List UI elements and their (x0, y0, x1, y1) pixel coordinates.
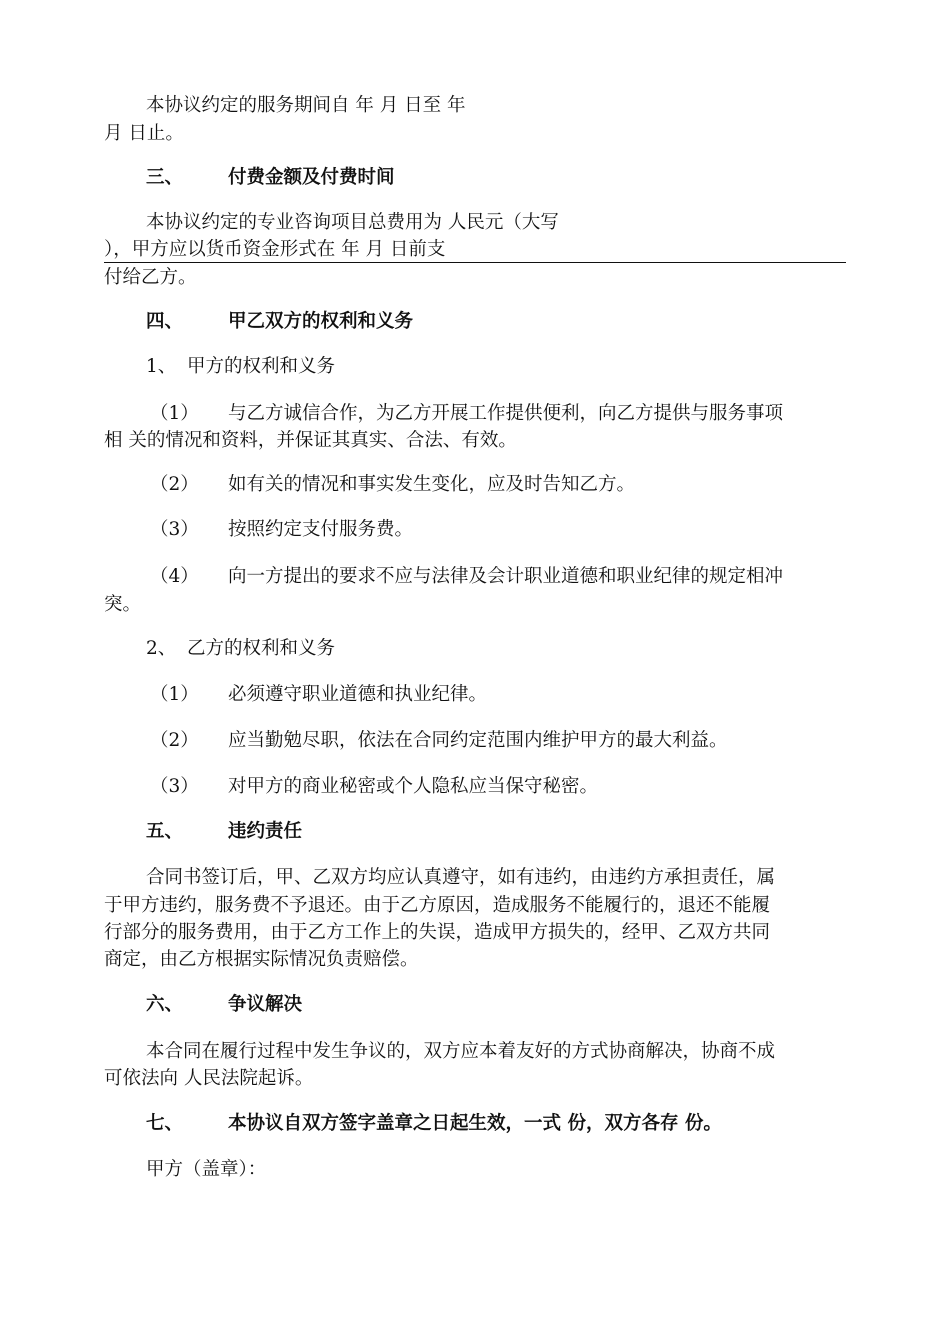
party-b-item-3-number: （3） (150, 776, 199, 797)
fee-amount-line: 本协议约定的专业咨询项目总费用为 人民元（大写 (146, 212, 559, 233)
section-3-heading: 付费金额及付费时间 (228, 167, 395, 188)
party-a-seal-label: 甲方（盖章）： (146, 1159, 267, 1180)
party-a-item-3-number: （3） (150, 519, 199, 540)
subsection-1-heading: 甲方的权利和义务 (187, 356, 336, 377)
fee-payment-line: ），甲方应以货币资金形式在 年 月 日前支 (104, 239, 446, 260)
breach-paragraph-line-1: 合同书签订后，甲、乙双方均应认真遵守，如有违约，由违约方承担责任，属 (146, 867, 776, 888)
section-3-number: 三、 (146, 167, 184, 188)
party-a-item-4-number: （4） (150, 566, 199, 587)
breach-paragraph-line-4: 商定，由乙方根据实际情况负责赔偿。 (104, 949, 419, 970)
fee-payment-continuation: 付给乙方。 (104, 267, 197, 288)
subsection-1-number: 1、 (146, 356, 177, 377)
party-a-item-3-text: 按照约定支付服务费。 (228, 519, 414, 540)
party-a-item-2-text: 如有关的情况和事实发生变化，应及时告知乙方。 (228, 474, 636, 495)
section-6-number: 六、 (146, 994, 184, 1015)
party-a-item-2-number: （2） (150, 474, 199, 495)
breach-paragraph-line-2: 于甲方违约，服务费不予退还。由于乙方原因，造成服务不能履行的，退还不能履 (104, 895, 771, 916)
breach-paragraph-line-3: 行部分的服务费用，由于乙方工作上的失误，造成甲方损失的，经甲、乙双方共同 (104, 922, 771, 943)
party-a-item-4-text: 向一方提出的要求不应与法律及会计职业道德和职业纪律的规定相冲 (228, 566, 784, 587)
party-b-item-3-text: 对甲方的商业秘密或个人隐私应当保守秘密。 (228, 776, 599, 797)
party-a-item-1-text: 与乙方诚信合作，为乙方开展工作提供便利，向乙方提供与服务事项 (228, 403, 784, 424)
section-6-heading: 争议解决 (228, 994, 303, 1015)
section-5-heading: 违约责任 (228, 821, 303, 842)
party-b-item-1-text: 必须遵守职业道德和执业纪律。 (228, 684, 488, 705)
party-a-item-1-number: （1） (150, 403, 199, 424)
section-4-heading: 甲乙双方的权利和义务 (228, 311, 414, 332)
party-a-item-4-continuation: 突。 (104, 594, 142, 615)
service-period-line: 本协议约定的服务期间自 年 月 日至 年 (146, 95, 466, 116)
dispute-paragraph-line-2: 可依法向 人民法院起诉。 (104, 1068, 314, 1089)
underline-rule (104, 262, 846, 263)
section-5-number: 五、 (146, 821, 184, 842)
party-b-item-1-number: （1） (150, 684, 199, 705)
subsection-2-heading: 乙方的权利和义务 (187, 638, 336, 659)
party-b-item-2-number: （2） (150, 730, 199, 751)
party-b-item-2-text: 应当勤勉尽职，依法在合同约定范围内维护甲方的最大利益。 (228, 730, 728, 751)
service-period-continuation: 月 日止。 (104, 123, 184, 144)
party-a-item-1-continuation: 相 关的情况和资料，并保证其真实、合法、有效。 (104, 430, 517, 451)
section-4-number: 四、 (146, 311, 184, 332)
section-7-heading: 本协议自双方签字盖章之日起生效，一式 份，双方各存 份。 (228, 1113, 722, 1134)
section-7-number: 七、 (146, 1113, 184, 1134)
dispute-paragraph-line-1: 本合同在履行过程中发生争议的，双方应本着友好的方式协商解决，协商不成 (146, 1041, 776, 1062)
subsection-2-number: 2、 (146, 638, 177, 659)
